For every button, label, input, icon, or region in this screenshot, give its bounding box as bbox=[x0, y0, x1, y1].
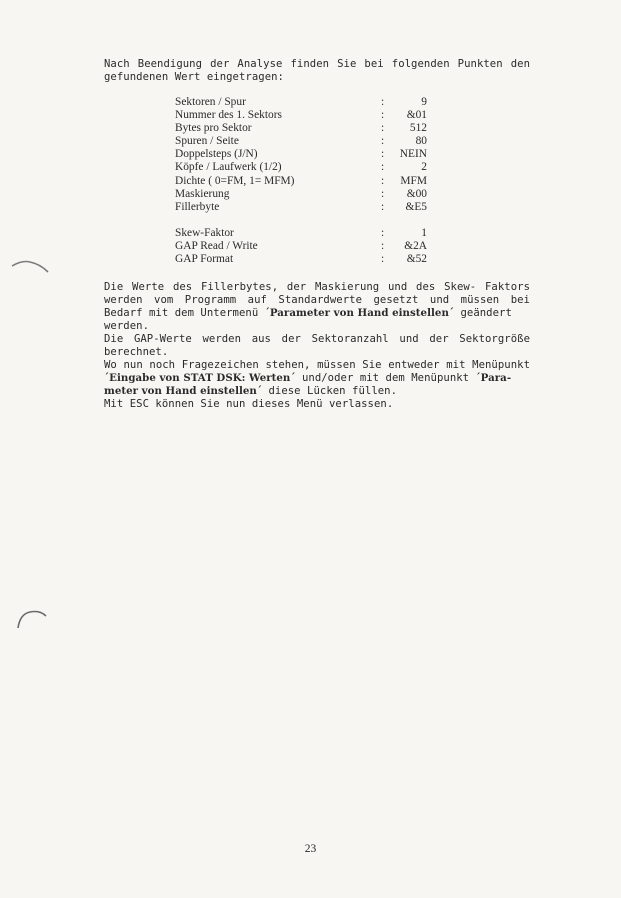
row-colon: : bbox=[381, 174, 385, 187]
row-colon: : bbox=[381, 200, 385, 213]
table-row bbox=[175, 96, 435, 109]
row-value: MFM bbox=[400, 174, 427, 187]
row-label: Doppelsteps (J/N) bbox=[175, 148, 258, 161]
table-row bbox=[175, 122, 435, 135]
table-spacer bbox=[175, 214, 435, 227]
table-row bbox=[175, 135, 435, 148]
p3-line-1: Wo nun noch Fragezeichen stehen, müssen Sie entweder mit Menüpunkt bbox=[104, 359, 530, 371]
row-label: Maskierung bbox=[175, 187, 230, 200]
row-value: 512 bbox=[409, 122, 427, 135]
p2-line-1: Die GAP-Werte werden aus der Sektoranzahl und der Sektorgröße bbox=[104, 333, 530, 345]
row-value: NEIN bbox=[399, 148, 427, 161]
row-label: Nummer des 1. Sektors bbox=[175, 109, 282, 122]
intro-paragraph bbox=[104, 58, 530, 84]
row-label: GAP Format bbox=[175, 253, 234, 266]
table-row bbox=[175, 240, 435, 253]
row-colon: : bbox=[381, 122, 385, 135]
p3-line-2-text: und/oder mit dem Menüpunkt bbox=[295, 372, 476, 384]
menu-ref-meter-von-hand: meter von Hand einstellen´ bbox=[104, 385, 263, 397]
row-label: Dichte ( 0=FM, 1= MFM) bbox=[175, 174, 295, 187]
row-value: &E5 bbox=[405, 200, 427, 213]
row-colon: : bbox=[381, 239, 385, 252]
row-value: &52 bbox=[406, 253, 427, 266]
p3-line-2 bbox=[104, 372, 530, 385]
p1-line-3 bbox=[104, 307, 530, 320]
table-row bbox=[175, 201, 435, 214]
row-value: 1 bbox=[421, 226, 427, 239]
menu-ref-parameter-von-hand: ´Parameter von Hand einstellen´ bbox=[264, 307, 455, 319]
p1-line-1: Die Werte des Fillerbytes, der Maskierung und des Skew- Faktors bbox=[104, 281, 530, 293]
row-label: Spuren / Seite bbox=[175, 135, 239, 148]
row-colon: : bbox=[381, 187, 385, 200]
p4-line-1: Mit ESC können Sie nun dieses Menü verlassen. bbox=[104, 398, 394, 410]
table-row bbox=[175, 253, 435, 266]
row-value: &2A bbox=[404, 239, 427, 252]
row-label: Fillerbyte bbox=[175, 200, 220, 213]
p2-line-2: berechnet. bbox=[104, 346, 169, 358]
menu-ref-eingabe-stat-dsk: ´Eingabe von STAT DSK: Werten´ bbox=[104, 372, 296, 384]
row-label: Skew-Faktor bbox=[175, 226, 234, 239]
row-value: 80 bbox=[415, 135, 427, 148]
body-text bbox=[104, 281, 530, 411]
table-row bbox=[175, 161, 435, 174]
table-row bbox=[175, 175, 435, 188]
table-row bbox=[175, 148, 435, 161]
row-colon: : bbox=[381, 135, 385, 148]
row-colon: : bbox=[381, 96, 385, 108]
p1-line-3-text: Bedarf mit dem Untermenü bbox=[104, 307, 265, 319]
row-label: Köpfe / Laufwerk (1/2) bbox=[175, 161, 282, 174]
row-colon: : bbox=[381, 148, 385, 161]
row-value: 2 bbox=[421, 161, 427, 174]
intro-line-1: Nach Beendigung der Analyse finden Sie bei folgenden Punkten den bbox=[104, 58, 530, 70]
row-value: 9 bbox=[421, 96, 427, 108]
row-colon: : bbox=[381, 161, 385, 174]
p3-line-3 bbox=[104, 385, 530, 398]
page-number: 23 bbox=[304, 843, 317, 855]
row-colon: : bbox=[381, 253, 385, 266]
row-label: GAP Read / Write bbox=[175, 239, 258, 252]
p1-line-4: werden. bbox=[104, 320, 149, 332]
p1-line-3-end: geändert bbox=[454, 307, 512, 319]
p1-line-2: werden vom Programm auf Standardwerte gesetzt und müssen bei bbox=[104, 294, 530, 306]
punch-hole-mark-top bbox=[0, 252, 60, 292]
row-value: &00 bbox=[406, 187, 427, 200]
row-colon: : bbox=[381, 226, 385, 239]
menu-ref-para: ´Para- bbox=[475, 372, 512, 384]
row-label: Bytes pro Sektor bbox=[175, 122, 252, 135]
table-row bbox=[175, 188, 435, 201]
intro-line-2: gefundenen Wert eingetragen: bbox=[104, 71, 284, 83]
table-row bbox=[175, 227, 435, 240]
row-colon: : bbox=[381, 109, 385, 122]
row-value: &01 bbox=[406, 109, 427, 122]
analysis-values-table bbox=[175, 96, 435, 266]
row-label: Sektoren / Spur bbox=[175, 96, 246, 108]
p3-line-3-text: diese Lücken füllen. bbox=[262, 385, 398, 397]
table-row bbox=[175, 109, 435, 122]
punch-hole-mark-bottom bbox=[0, 600, 60, 640]
